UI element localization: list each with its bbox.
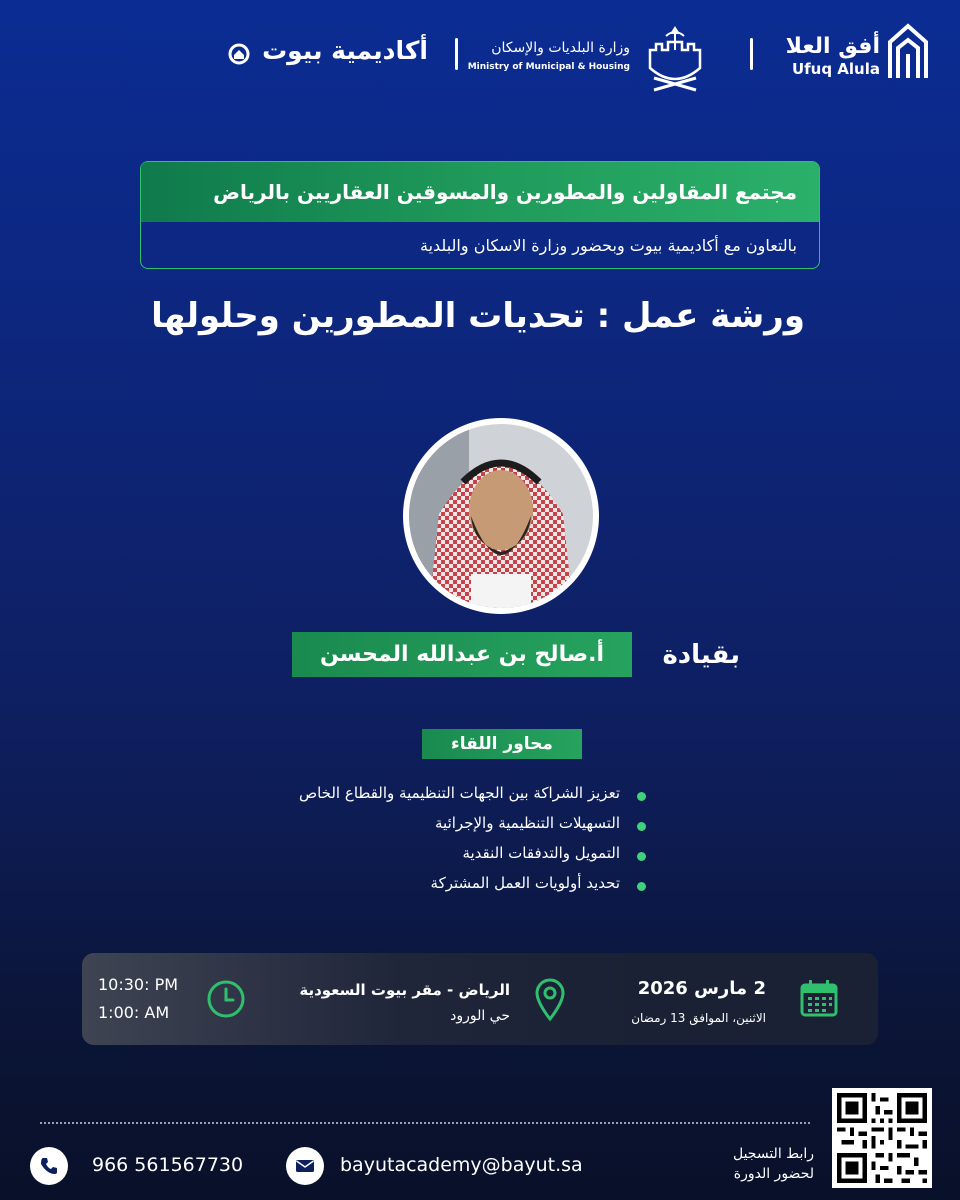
agenda-item: تعزيز الشراكة بين الجهات التنظيمية والقطاع الخاص <box>298 784 620 802</box>
divider <box>750 38 753 70</box>
bullet-icon <box>637 822 646 831</box>
registration-line1: رابط التسجيل <box>732 1146 814 1162</box>
footer-divider <box>40 1122 810 1124</box>
ministry-emblem-icon <box>636 20 714 98</box>
bullet-icon <box>637 852 646 861</box>
ufuq-building-icon <box>886 20 930 84</box>
community-subtitle: بالتعاون مع أكاديمية بيوت وبحضور وزارة الاسكان والبلدية <box>420 235 797 255</box>
home-icon <box>228 43 250 65</box>
email-icon <box>286 1147 324 1185</box>
phone-number[interactable]: 966 561567730 <box>92 1154 244 1176</box>
ufuq-name-ar: أفق العلا <box>785 34 880 59</box>
header <box>0 18 960 88</box>
list-item <box>230 812 650 842</box>
community-banner <box>140 161 820 269</box>
registration-note <box>688 1144 814 1184</box>
workshop-title: ورشة عمل : تحديات المطورين وحلولها <box>151 296 805 336</box>
agenda-list <box>230 782 650 902</box>
list-item <box>230 782 650 812</box>
event-district: حي الورود <box>450 1008 510 1024</box>
agenda-item: التسهيلات التنظيمية والإجرائية <box>435 814 620 832</box>
agenda-item: تحديد أولويات العمل المشتركة <box>430 874 620 892</box>
event-end-time: 1:00: AM <box>98 1003 170 1022</box>
ministry-name-ar: وزارة البلديات والإسكان <box>491 40 630 56</box>
divider <box>455 38 458 70</box>
community-subtitle-bar <box>141 222 819 268</box>
community-title: مجتمع المقاولين والمطورين والمسوقين العقاريين بالرياض <box>213 180 797 204</box>
ufuq-alula-logo <box>785 20 930 90</box>
list-item <box>230 872 650 902</box>
calendar-icon <box>800 979 838 1017</box>
list-item <box>230 842 650 872</box>
agenda-title-badge <box>422 729 582 759</box>
bullet-icon <box>637 882 646 891</box>
email-address[interactable]: bayutacademy@bayut.sa <box>340 1154 583 1176</box>
location-pin-icon <box>534 977 566 1021</box>
phone-icon <box>30 1147 68 1185</box>
event-date: 2 مارس 2026 <box>637 978 766 999</box>
speaker-photo <box>403 418 599 614</box>
ufuq-name-en: Ufuq Alula <box>791 60 880 78</box>
clock-icon <box>206 979 246 1019</box>
registration-line2: لحضور الدورة <box>733 1166 814 1182</box>
event-start-time: 10:30: PM <box>98 975 179 994</box>
speaker-portrait <box>409 424 593 608</box>
ministry-logo <box>467 22 720 92</box>
agenda-title: محاور اللقاء <box>451 734 553 754</box>
leader-name-badge <box>292 632 632 677</box>
bullet-icon <box>637 792 646 801</box>
registration-qr-code[interactable] <box>832 1088 932 1188</box>
event-day: الاثنين، الموافق 13 رمضان <box>631 1011 766 1025</box>
bayut-logo-text: أكاديمية بيوت <box>262 36 428 65</box>
agenda-item: التمويل والتدفقات النقدية <box>462 844 620 862</box>
qr-code-icon <box>837 1093 927 1183</box>
ministry-name-en: Ministry of Municipal & Housing <box>467 62 630 72</box>
bayut-academy-logo <box>228 36 428 76</box>
event-location: الرياض - مقر بيوت السعودية <box>299 981 510 999</box>
event-info-bar <box>82 953 878 1045</box>
leader-name: أ.صالح بن عبدالله المحسن <box>319 642 604 667</box>
community-title-bar <box>141 162 819 222</box>
leader-label: بقيادة <box>662 640 740 670</box>
